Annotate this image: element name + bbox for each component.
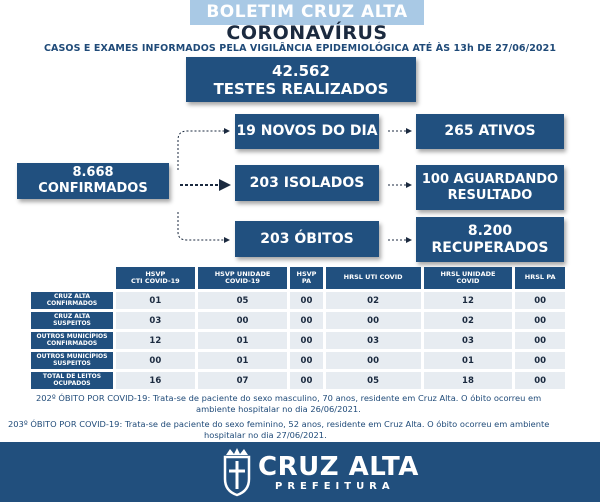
table-cell: 01 <box>198 352 288 369</box>
bulletin-subtitle: CORONAVÍRUS <box>226 22 388 44</box>
arrow-confirmed-new <box>178 131 229 170</box>
table-cell: 01 <box>198 332 288 349</box>
column-header: HSVP CTI COVID-19 <box>116 267 195 289</box>
deaths-box: 203 ÓBITOS <box>235 221 379 257</box>
death-note-202-line2: ambiente hospitalar no dia 26/06/2021. <box>196 403 361 414</box>
table-cell: 00 <box>198 312 288 329</box>
table-cell: 03 <box>424 332 513 349</box>
table-row <box>31 352 565 369</box>
bulletin-info: CASOS E EXAMES INFORMADOS PELA VIGILÂNCIA EPIDEMIOLÓGICA ATÉ ÀS 13h DE 27/06/2021 <box>43 43 557 54</box>
column-header: HRSL PA <box>515 267 565 289</box>
waiting-line2: RESULTADO <box>447 187 533 203</box>
table-row <box>31 312 565 329</box>
table-row <box>31 332 565 349</box>
table-cell: 12 <box>116 332 195 349</box>
brand-name: CRUZ ALTA <box>258 452 419 482</box>
table-cell: 00 <box>515 372 565 389</box>
brand-subtitle: PREFEITURA <box>275 481 395 492</box>
table-cell: 02 <box>326 292 421 309</box>
confirmed-box: 8.668 CONFIRMADOS <box>17 163 169 199</box>
table-cell: 00 <box>290 292 322 309</box>
city-crest-icon <box>222 447 252 497</box>
table-cell: 07 <box>198 372 288 389</box>
row-label: TOTAL DE LEITOS OCUPADOS <box>31 372 113 389</box>
table-header-row <box>31 267 565 289</box>
recovered-number: 8.200 <box>467 222 513 239</box>
table-cell: 01 <box>116 292 195 309</box>
table-cell: 12 <box>424 292 513 309</box>
table-corner <box>31 267 113 289</box>
new-today-box: 19 NOVOS DO DIA <box>235 114 379 149</box>
death-note-202-line1: 202º ÓBITO POR COVID-19: Trata-se de paciente do sexo masculino, 70 anos, residente em Cruz Alta. O óbito ocorreu em <box>36 393 542 403</box>
table-cell: 05 <box>326 372 421 389</box>
waiting-box <box>416 165 564 210</box>
recovered-box <box>416 217 564 262</box>
table-row <box>31 292 565 309</box>
table-cell: 00 <box>116 352 195 369</box>
row-label: OUTROS MUNICÍPIOS CONFIRMADOS <box>31 332 113 349</box>
tests-label: TESTES REALIZADOS <box>213 79 389 98</box>
table-cell: 00 <box>515 292 565 309</box>
column-header: HRSL UNIDADE COVID <box>424 267 513 289</box>
table-cell: 03 <box>326 332 421 349</box>
table-cell: 00 <box>515 332 565 349</box>
table-cell: 00 <box>326 312 421 329</box>
tests-number: 42.562 <box>272 61 330 80</box>
column-header: HSVP PA <box>290 267 322 289</box>
table-cell: 00 <box>290 332 322 349</box>
row-label: CRUZ ALTA SUSPEITOS <box>31 312 113 329</box>
waiting-line1: 100 AGUARDANDO <box>421 171 559 187</box>
bulletin-title: BOLETIM CRUZ ALTA <box>190 0 424 25</box>
row-label: OUTROS MUNICÍPIOS SUSPEITOS <box>31 352 113 369</box>
table-cell: 01 <box>424 352 513 369</box>
active-box: 265 ATIVOS <box>416 114 564 149</box>
recovered-label: RECUPERADOS <box>431 239 549 256</box>
table-cell: 02 <box>424 312 513 329</box>
table-cell: 00 <box>290 372 322 389</box>
death-note-203-line2: hospitalar no dia 27/06/2021. <box>204 429 327 440</box>
arrow-confirmed-deaths <box>178 212 229 240</box>
table-cell: 05 <box>198 292 288 309</box>
table-row <box>31 372 565 389</box>
table-cell: 16 <box>116 372 195 389</box>
column-header: HRSL UTI COVID <box>326 267 421 289</box>
death-note-203 <box>8 419 588 441</box>
table-cell: 00 <box>515 352 565 369</box>
table-cell: 03 <box>116 312 195 329</box>
isolated-box: 203 ISOLADOS <box>235 165 379 201</box>
table-cell: 00 <box>290 312 322 329</box>
table-cell: 00 <box>290 352 322 369</box>
death-note-203-line1: 203º ÓBITO POR COVID-19: Trata-se de paciente do sexo feminino, 52 anos, residente em Cruz Alta. O óbito ocorreu em ambiente <box>8 419 550 429</box>
row-label: CRUZ ALTA CONFIRMADOS <box>31 292 113 309</box>
hospital-beds-table <box>28 264 568 392</box>
table-cell: 00 <box>326 352 421 369</box>
column-header: HSVP UNIDADE COVID-19 <box>198 267 288 289</box>
table-cell: 00 <box>515 312 565 329</box>
death-note-202 <box>8 393 588 415</box>
table-cell: 18 <box>424 372 513 389</box>
